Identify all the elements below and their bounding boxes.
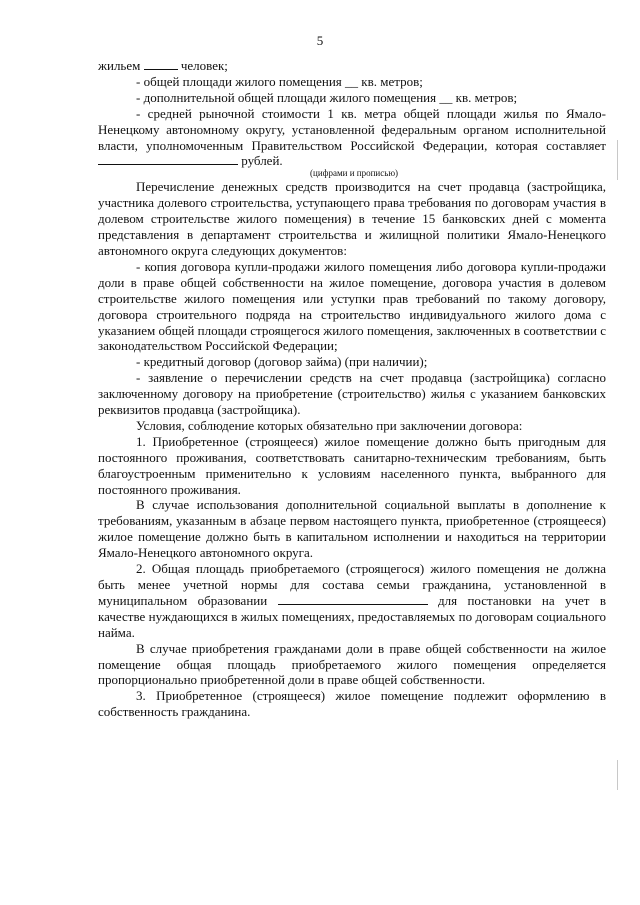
intro-line [98, 58, 606, 74]
doc-item-1: - копия договора купли-продажи жилого помещения либо договора купли-продажи доли в праве общей собственности на жилое помещение, договора участия в долевом строительстве жилого помещения или уступки прав требований по такому договору, договора строительного подряда на строительство индивидуального жилого дома с указанием общей площади строящегося жилого помещения, заключенных в соответствии с законодательством Российской Федерации; [98, 258, 606, 354]
condition-1: 1. Приобретенное (строящееся) жилое помещение должно быть пригодным для постоянного проживания, соответствовать санитарно-техническим требованиям, быть благоустроенным применительно к условиям населенного пункта, выбранного для постоянного проживания. [98, 433, 606, 497]
blank-line [98, 153, 238, 165]
page-number: 5 [316, 33, 324, 48]
condition-2b: В случае приобретения гражданами доли в праве общей собственности на жилое помещение общая площадь приобретаемого жилого помещения определяется пропорционально приобретенной доли в праве общей собственности. [98, 640, 606, 688]
document-body [98, 58, 606, 720]
condition-2-tail: для постановки на учет в качестве нуждающихся в жилых помещениях, предоставляемых по договорам социального найма. [98, 592, 607, 640]
conditions-intro: Условия, соблюдение которых обязательно при заключении договора: [136, 417, 523, 433]
doc-item-3: - заявление о перечислении средств на счет продавца (застройщика) согласно заключенному договору на приобретение (строительство) жилья с указанием банковских реквизитов продавца (застройщика). [98, 370, 606, 418]
item-price-tail: рублей. [241, 153, 283, 169]
doc-item-2: - кредитный договор (договор займа) (при наличии); [136, 354, 428, 370]
condition-1b: В случае использования дополнительной социальной выплаты в дополнение к требованиям, указанным в абзаце первом настоящего пункта, приобретенное (строящееся) жилое помещение должно быть в капитальном исполнении и находиться на территории Ямало-Ненецкого автономного округа. [98, 497, 606, 561]
item-price-text: - средней рыночной стоимости 1 кв. метра общей площади жилья по Ямало-Ненецкому автономному округу, установленной федеральным органом исполнительной власти, уполномоченным Правительством Российской Федерации, которая составляет [98, 105, 606, 153]
intro-text: жильем [98, 58, 141, 73]
scan-mark [617, 140, 618, 180]
intro-tail: человек; [180, 58, 228, 73]
item-price [98, 106, 606, 170]
condition-2-text: 2. Общая площадь приобретаемого (строящегося) жилого помещения не должна быть менее учетной нормы для состава семьи гражданина, установленной в муниципальном образовании [98, 561, 606, 608]
scan-mark [617, 760, 618, 790]
item-area: - общей площади жилого помещения __ кв. метров; [136, 73, 423, 89]
condition-3: 3. Приобретенное (строящееся) жилое помещение подлежит оформлению в собственность гражданина. [98, 688, 606, 720]
para-transfer: Перечисление денежных средств производится на счет продавца (застройщика, участника долевого строительства, уступающего права требования по договорам участия в долевом строительстве жилого помещения) в течение 15 банковских дней с момента представления в департамент строительства и жилищной политики Ямало-Ненецкого автономного округа следующих документов: [98, 179, 606, 258]
caption-digits: (цифрами и прописью) [310, 168, 399, 179]
item-extra-area: - дополнительной общей площади жилого помещения __ кв. метров; [136, 89, 518, 105]
blank-line [144, 58, 178, 70]
condition-2 [98, 561, 606, 641]
blank-line [278, 593, 428, 605]
